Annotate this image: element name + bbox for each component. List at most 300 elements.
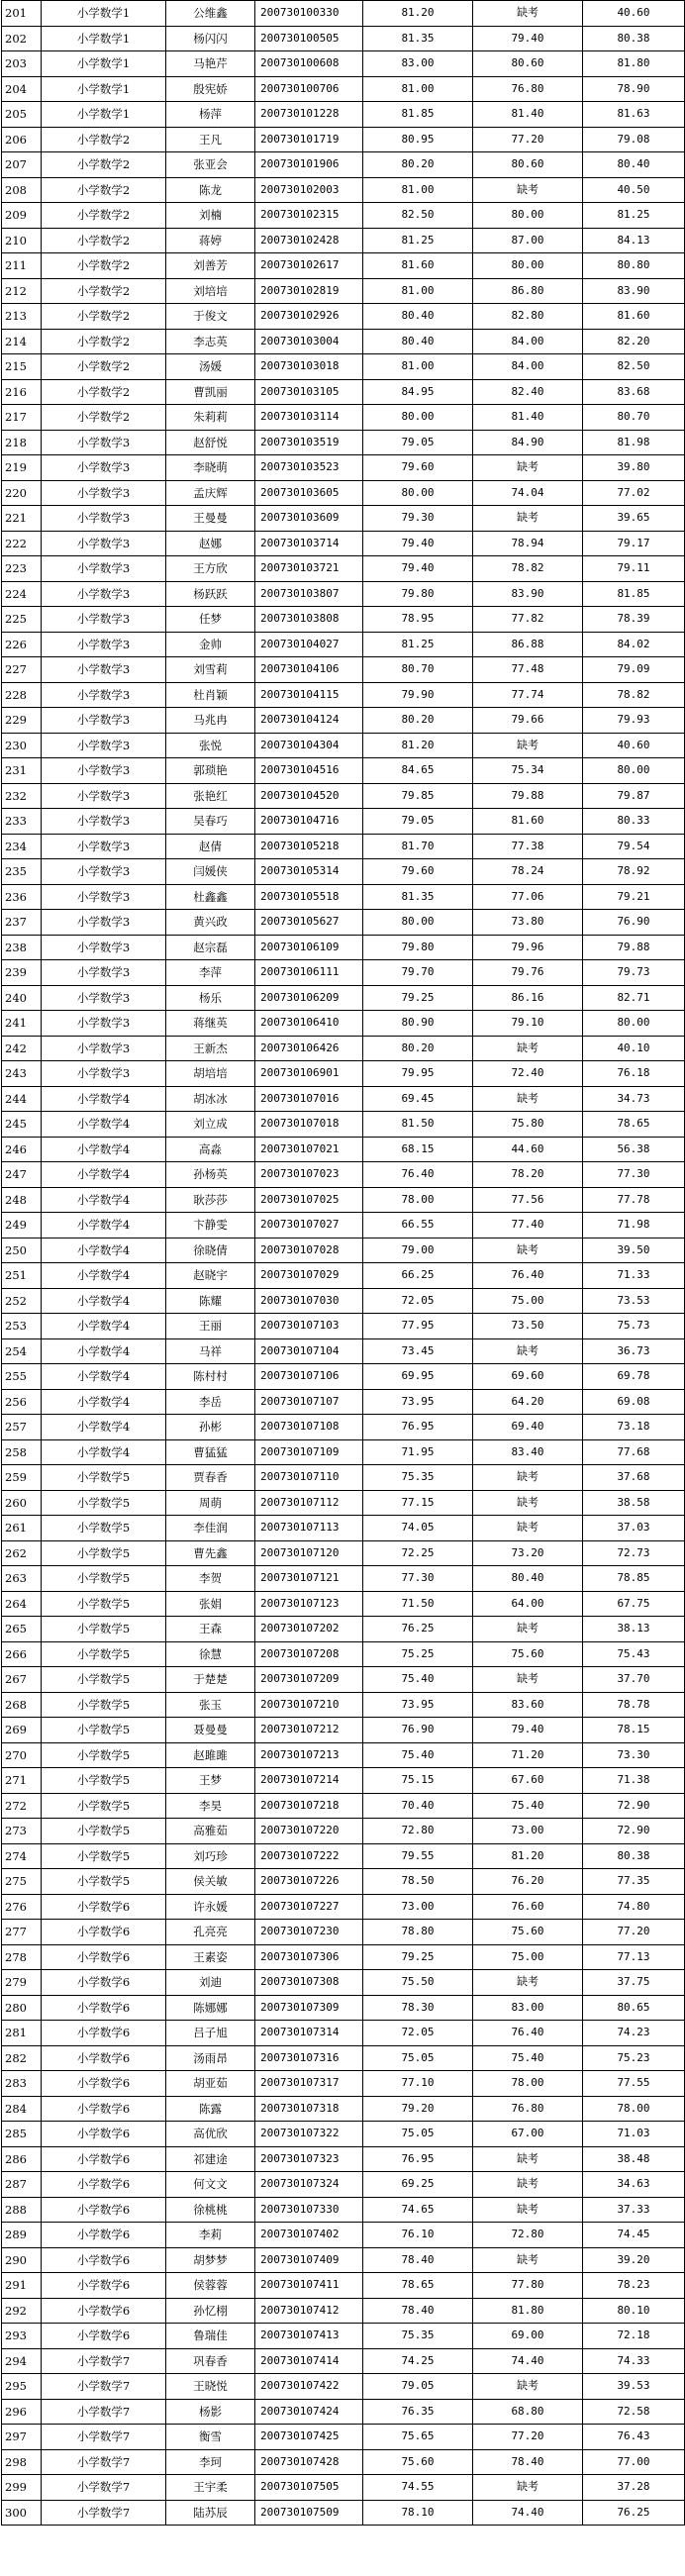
position-cell: 小学数学4 xyxy=(42,1162,166,1188)
interview-score-cell: 84.00 xyxy=(473,329,583,354)
interview-score-cell: 84.90 xyxy=(473,430,583,455)
row-number-cell: 292 xyxy=(2,2298,42,2324)
name-cell: 衡雪 xyxy=(166,2425,255,2450)
exam-id-cell: 200730103105 xyxy=(255,379,363,405)
exam-id-cell: 200730107505 xyxy=(255,2475,363,2501)
interview-score-cell: 75.40 xyxy=(473,1793,583,1819)
interview-score-cell: 缺考 xyxy=(473,1617,583,1642)
table-row xyxy=(2,2223,685,2248)
name-cell: 李岳 xyxy=(166,1389,255,1415)
total-score-cell: 84.13 xyxy=(583,228,685,253)
written-score-cell: 79.30 xyxy=(363,506,473,532)
row-number-cell: 283 xyxy=(2,2071,42,2097)
interview-score-cell: 73.50 xyxy=(473,1314,583,1339)
exam-id-cell: 200730107021 xyxy=(255,1137,363,1162)
written-score-cell: 72.25 xyxy=(363,1540,473,1566)
name-cell: 刘立成 xyxy=(166,1112,255,1138)
position-cell: 小学数学1 xyxy=(42,76,166,102)
table-row xyxy=(2,1617,685,1642)
written-score-cell: 81.25 xyxy=(363,228,473,253)
written-score-cell: 76.35 xyxy=(363,2399,473,2425)
table-row xyxy=(2,2425,685,2450)
interview-score-cell: 67.60 xyxy=(473,1768,583,1794)
total-score-cell: 34.73 xyxy=(583,1086,685,1112)
row-number-cell: 288 xyxy=(2,2197,42,2223)
total-score-cell: 37.28 xyxy=(583,2475,685,2501)
position-cell: 小学数学5 xyxy=(42,1540,166,1566)
position-cell: 小学数学6 xyxy=(42,2172,166,2198)
position-cell: 小学数学7 xyxy=(42,2425,166,2450)
position-cell: 小学数学3 xyxy=(42,556,166,582)
row-number-cell: 269 xyxy=(2,1718,42,1743)
position-cell: 小学数学3 xyxy=(42,960,166,986)
position-cell: 小学数学3 xyxy=(42,1061,166,1087)
row-number-cell: 249 xyxy=(2,1213,42,1238)
written-score-cell: 81.60 xyxy=(363,253,473,279)
position-cell: 小学数学2 xyxy=(42,203,166,229)
row-number-cell: 219 xyxy=(2,455,42,481)
interview-score-cell: 86.16 xyxy=(473,985,583,1011)
total-score-cell: 78.78 xyxy=(583,1692,685,1718)
written-score-cell: 79.00 xyxy=(363,1238,473,1263)
table-row xyxy=(2,581,685,607)
name-cell: 高优欣 xyxy=(166,2122,255,2147)
position-cell: 小学数学4 xyxy=(42,1263,166,1289)
exam-id-cell: 200730104115 xyxy=(255,682,363,708)
position-cell: 小学数学3 xyxy=(42,581,166,607)
interview-score-cell: 67.00 xyxy=(473,2122,583,2147)
written-score-cell: 69.45 xyxy=(363,1086,473,1112)
written-score-cell: 79.25 xyxy=(363,985,473,1011)
name-cell: 王素姿 xyxy=(166,1944,255,1970)
table-row xyxy=(2,2197,685,2223)
table-row xyxy=(2,758,685,784)
total-score-cell: 75.23 xyxy=(583,2045,685,2071)
name-cell: 李晓萌 xyxy=(166,455,255,481)
exam-id-cell: 200730103114 xyxy=(255,405,363,431)
name-cell: 任梦 xyxy=(166,607,255,633)
total-score-cell: 79.93 xyxy=(583,708,685,734)
name-cell: 侯关敏 xyxy=(166,1869,255,1895)
name-cell: 杜肖颖 xyxy=(166,682,255,708)
written-score-cell: 74.25 xyxy=(363,2348,473,2374)
row-number-cell: 208 xyxy=(2,177,42,203)
written-score-cell: 78.10 xyxy=(363,2500,473,2526)
exam-id-cell: 200730103808 xyxy=(255,607,363,633)
interview-score-cell: 82.80 xyxy=(473,304,583,330)
interview-score-cell: 76.80 xyxy=(473,76,583,102)
table-row xyxy=(2,1162,685,1188)
written-score-cell: 79.20 xyxy=(363,2096,473,2122)
table-row xyxy=(2,1112,685,1138)
exam-id-cell: 200730103605 xyxy=(255,480,363,506)
written-score-cell: 78.95 xyxy=(363,607,473,633)
interview-score-cell: 79.88 xyxy=(473,783,583,809)
row-number-cell: 245 xyxy=(2,1112,42,1138)
exam-id-cell: 200730104124 xyxy=(255,708,363,734)
name-cell: 金帅 xyxy=(166,632,255,657)
table-row xyxy=(2,733,685,758)
table-row xyxy=(2,2324,685,2349)
total-score-cell: 71.38 xyxy=(583,1768,685,1794)
position-cell: 小学数学4 xyxy=(42,1364,166,1390)
table-row xyxy=(2,1944,685,1970)
interview-score-cell: 75.60 xyxy=(473,1641,583,1667)
total-score-cell: 77.00 xyxy=(583,2449,685,2475)
interview-score-cell: 83.00 xyxy=(473,1995,583,2021)
exam-id-cell: 200730103519 xyxy=(255,430,363,455)
table-row xyxy=(2,1641,685,1667)
position-cell: 小学数学5 xyxy=(42,1819,166,1844)
total-score-cell: 80.10 xyxy=(583,2298,685,2324)
total-score-cell: 37.68 xyxy=(583,1465,685,1491)
name-cell: 殷宪娇 xyxy=(166,76,255,102)
interview-score-cell: 缺考 xyxy=(473,1490,583,1516)
total-score-cell: 77.20 xyxy=(583,1920,685,1945)
exam-id-cell: 200730107121 xyxy=(255,1566,363,1592)
table-row xyxy=(2,26,685,51)
name-cell: 周萌 xyxy=(166,1490,255,1516)
name-cell: 王凡 xyxy=(166,127,255,152)
table-row xyxy=(2,1970,685,1996)
total-score-cell: 73.18 xyxy=(583,1415,685,1440)
written-score-cell: 79.95 xyxy=(363,1061,473,1087)
name-cell: 曹猛猛 xyxy=(166,1439,255,1465)
interview-score-cell: 77.38 xyxy=(473,834,583,859)
row-number-cell: 265 xyxy=(2,1617,42,1642)
table-row xyxy=(2,1995,685,2021)
table-row xyxy=(2,607,685,633)
exam-id-cell: 200730107330 xyxy=(255,2197,363,2223)
written-score-cell: 78.30 xyxy=(363,1995,473,2021)
table-row xyxy=(2,177,685,203)
total-score-cell: 79.88 xyxy=(583,935,685,960)
name-cell: 卞静雯 xyxy=(166,1213,255,1238)
table-row xyxy=(2,2096,685,2122)
interview-score-cell: 78.24 xyxy=(473,859,583,885)
total-score-cell: 81.63 xyxy=(583,102,685,128)
table-row xyxy=(2,632,685,657)
table-row xyxy=(2,834,685,859)
table-row xyxy=(2,910,685,936)
row-number-cell: 229 xyxy=(2,708,42,734)
table-row xyxy=(2,278,685,304)
table-row xyxy=(2,2071,685,2097)
position-cell: 小学数学3 xyxy=(42,682,166,708)
interview-score-cell: 76.20 xyxy=(473,1869,583,1895)
interview-score-cell: 83.40 xyxy=(473,1439,583,1465)
exam-id-cell: 200730107422 xyxy=(255,2374,363,2400)
total-score-cell: 38.58 xyxy=(583,1490,685,1516)
total-score-cell: 37.03 xyxy=(583,1516,685,1541)
position-cell: 小学数学2 xyxy=(42,127,166,152)
written-score-cell: 75.65 xyxy=(363,2425,473,2450)
interview-score-cell: 79.76 xyxy=(473,960,583,986)
total-score-cell: 78.39 xyxy=(583,607,685,633)
position-cell: 小学数学6 xyxy=(42,2045,166,2071)
position-cell: 小学数学4 xyxy=(42,1238,166,1263)
name-cell: 陈耀 xyxy=(166,1288,255,1314)
interview-score-cell: 79.96 xyxy=(473,935,583,960)
table-row xyxy=(2,51,685,77)
total-score-cell: 39.20 xyxy=(583,2247,685,2273)
interview-score-cell: 缺考 xyxy=(473,506,583,532)
position-cell: 小学数学7 xyxy=(42,2374,166,2400)
interview-score-cell: 44.60 xyxy=(473,1137,583,1162)
total-score-cell: 78.85 xyxy=(583,1566,685,1592)
total-score-cell: 77.78 xyxy=(583,1187,685,1213)
written-score-cell: 80.00 xyxy=(363,405,473,431)
position-cell: 小学数学5 xyxy=(42,1843,166,1869)
name-cell: 孟庆辉 xyxy=(166,480,255,506)
table-row xyxy=(2,354,685,380)
total-score-cell: 76.25 xyxy=(583,2500,685,2526)
exam-id-cell: 200730100330 xyxy=(255,1,363,27)
exam-id-cell: 200730107226 xyxy=(255,1869,363,1895)
total-score-cell: 36.73 xyxy=(583,1338,685,1364)
exam-id-cell: 200730106410 xyxy=(255,1011,363,1037)
total-score-cell: 78.23 xyxy=(583,2273,685,2299)
row-number-cell: 293 xyxy=(2,2324,42,2349)
total-score-cell: 73.30 xyxy=(583,1742,685,1768)
position-cell: 小学数学6 xyxy=(42,2197,166,2223)
written-score-cell: 77.30 xyxy=(363,1566,473,1592)
total-score-cell: 38.13 xyxy=(583,1617,685,1642)
written-score-cell: 79.85 xyxy=(363,783,473,809)
table-row xyxy=(2,430,685,455)
written-score-cell: 81.35 xyxy=(363,884,473,910)
row-number-cell: 295 xyxy=(2,2374,42,2400)
total-score-cell: 76.43 xyxy=(583,2425,685,2450)
row-number-cell: 222 xyxy=(2,531,42,556)
exam-id-cell: 200730107306 xyxy=(255,1944,363,1970)
interview-score-cell: 73.20 xyxy=(473,1540,583,1566)
position-cell: 小学数学3 xyxy=(42,430,166,455)
exam-id-cell: 200730107023 xyxy=(255,1162,363,1188)
name-cell: 汤媛 xyxy=(166,354,255,380)
table-row xyxy=(2,1137,685,1162)
exam-id-cell: 200730104516 xyxy=(255,758,363,784)
name-cell: 高淼 xyxy=(166,1137,255,1162)
exam-id-cell: 200730102428 xyxy=(255,228,363,253)
name-cell: 胡冰冰 xyxy=(166,1086,255,1112)
interview-score-cell: 75.34 xyxy=(473,758,583,784)
written-score-cell: 69.25 xyxy=(363,2172,473,2198)
name-cell: 赵娜 xyxy=(166,531,255,556)
table-row xyxy=(2,1894,685,1920)
name-cell: 王宇柔 xyxy=(166,2475,255,2501)
exam-id-cell: 200730107509 xyxy=(255,2500,363,2526)
table-row xyxy=(2,2021,685,2046)
exam-id-cell: 200730107025 xyxy=(255,1187,363,1213)
row-number-cell: 237 xyxy=(2,910,42,936)
exam-id-cell: 200730103523 xyxy=(255,455,363,481)
name-cell: 徐晓倩 xyxy=(166,1238,255,1263)
exam-id-cell: 200730107123 xyxy=(255,1591,363,1617)
name-cell: 王新杰 xyxy=(166,1036,255,1061)
written-score-cell: 77.10 xyxy=(363,2071,473,2097)
written-score-cell: 75.35 xyxy=(363,2324,473,2349)
table-row xyxy=(2,556,685,582)
total-score-cell: 72.58 xyxy=(583,2399,685,2425)
written-score-cell: 80.20 xyxy=(363,152,473,178)
name-cell: 曹凯丽 xyxy=(166,379,255,405)
table-row xyxy=(2,1718,685,1743)
interview-score-cell: 缺考 xyxy=(473,1338,583,1364)
name-cell: 于俊文 xyxy=(166,304,255,330)
written-score-cell: 77.15 xyxy=(363,1490,473,1516)
written-score-cell: 79.05 xyxy=(363,430,473,455)
row-number-cell: 259 xyxy=(2,1465,42,1491)
position-cell: 小学数学4 xyxy=(42,1288,166,1314)
total-score-cell: 79.17 xyxy=(583,531,685,556)
name-cell: 刘迪 xyxy=(166,1970,255,1996)
written-score-cell: 78.00 xyxy=(363,1187,473,1213)
written-score-cell: 73.00 xyxy=(363,1894,473,1920)
total-score-cell: 40.60 xyxy=(583,1,685,27)
interview-score-cell: 81.40 xyxy=(473,102,583,128)
row-number-cell: 217 xyxy=(2,405,42,431)
position-cell: 小学数学5 xyxy=(42,1768,166,1794)
row-number-cell: 270 xyxy=(2,1742,42,1768)
interview-score-cell: 83.60 xyxy=(473,1692,583,1718)
row-number-cell: 268 xyxy=(2,1692,42,1718)
interview-score-cell: 74.04 xyxy=(473,480,583,506)
written-score-cell: 70.40 xyxy=(363,1793,473,1819)
row-number-cell: 281 xyxy=(2,2021,42,2046)
position-cell: 小学数学6 xyxy=(42,2021,166,2046)
exam-id-cell: 200730107028 xyxy=(255,1238,363,1263)
row-number-cell: 236 xyxy=(2,884,42,910)
row-number-cell: 243 xyxy=(2,1061,42,1087)
row-number-cell: 202 xyxy=(2,26,42,51)
interview-score-cell: 缺考 xyxy=(473,1036,583,1061)
table-row xyxy=(2,1263,685,1289)
interview-score-cell: 69.60 xyxy=(473,1364,583,1390)
position-cell: 小学数学1 xyxy=(42,102,166,128)
exam-id-cell: 200730103714 xyxy=(255,531,363,556)
exam-id-cell: 200730106109 xyxy=(255,935,363,960)
position-cell: 小学数学5 xyxy=(42,1667,166,1693)
name-cell: 王曼曼 xyxy=(166,506,255,532)
interview-score-cell: 77.20 xyxy=(473,127,583,152)
table-row xyxy=(2,1288,685,1314)
exam-id-cell: 200730104520 xyxy=(255,783,363,809)
total-score-cell: 39.53 xyxy=(583,2374,685,2400)
interview-score-cell: 79.66 xyxy=(473,708,583,734)
written-score-cell: 77.95 xyxy=(363,1314,473,1339)
exam-id-cell: 200730107106 xyxy=(255,1364,363,1390)
table-row xyxy=(2,859,685,885)
total-score-cell: 38.48 xyxy=(583,2146,685,2172)
interview-score-cell: 77.40 xyxy=(473,1213,583,1238)
written-score-cell: 80.00 xyxy=(363,480,473,506)
position-cell: 小学数学2 xyxy=(42,405,166,431)
name-cell: 吕子旭 xyxy=(166,2021,255,2046)
interview-score-cell: 缺考 xyxy=(473,455,583,481)
row-number-cell: 254 xyxy=(2,1338,42,1364)
name-cell: 孙彬 xyxy=(166,1415,255,1440)
position-cell: 小学数学6 xyxy=(42,1970,166,1996)
row-number-cell: 294 xyxy=(2,2348,42,2374)
position-cell: 小学数学2 xyxy=(42,354,166,380)
row-number-cell: 247 xyxy=(2,1162,42,1188)
name-cell: 胡梦梦 xyxy=(166,2247,255,2273)
table-row xyxy=(2,1187,685,1213)
written-score-cell: 79.80 xyxy=(363,935,473,960)
table-row xyxy=(2,1036,685,1061)
row-number-cell: 212 xyxy=(2,278,42,304)
interview-score-cell: 79.40 xyxy=(473,1718,583,1743)
table-row xyxy=(2,1768,685,1794)
row-number-cell: 300 xyxy=(2,2500,42,2526)
written-score-cell: 81.35 xyxy=(363,26,473,51)
exam-id-cell: 200730107317 xyxy=(255,2071,363,2097)
row-number-cell: 280 xyxy=(2,1995,42,2021)
written-score-cell: 76.40 xyxy=(363,1162,473,1188)
row-number-cell: 246 xyxy=(2,1137,42,1162)
name-cell: 吴春巧 xyxy=(166,809,255,835)
table-row xyxy=(2,1591,685,1617)
interview-score-cell: 缺考 xyxy=(473,177,583,203)
interview-score-cell: 缺考 xyxy=(473,733,583,758)
exam-id-cell: 200730104106 xyxy=(255,657,363,683)
interview-score-cell: 缺考 xyxy=(473,2197,583,2223)
written-score-cell: 79.55 xyxy=(363,1843,473,1869)
name-cell: 何文文 xyxy=(166,2172,255,2198)
row-number-cell: 205 xyxy=(2,102,42,128)
written-score-cell: 84.95 xyxy=(363,379,473,405)
exam-id-cell: 200730107222 xyxy=(255,1843,363,1869)
position-cell: 小学数学6 xyxy=(42,2298,166,2324)
exam-id-cell: 200730107113 xyxy=(255,1516,363,1541)
row-number-cell: 277 xyxy=(2,1920,42,1945)
written-score-cell: 73.95 xyxy=(363,1692,473,1718)
total-score-cell: 79.09 xyxy=(583,657,685,683)
exam-id-cell: 200730105518 xyxy=(255,884,363,910)
total-score-cell: 84.02 xyxy=(583,632,685,657)
written-score-cell: 80.70 xyxy=(363,657,473,683)
position-cell: 小学数学6 xyxy=(42,2223,166,2248)
name-cell: 王晓悦 xyxy=(166,2374,255,2400)
table-row xyxy=(2,1465,685,1491)
table-row xyxy=(2,1742,685,1768)
interview-score-cell: 77.48 xyxy=(473,657,583,683)
written-score-cell: 82.50 xyxy=(363,203,473,229)
row-number-cell: 299 xyxy=(2,2475,42,2501)
table-row xyxy=(2,1819,685,1844)
interview-score-cell: 77.74 xyxy=(473,682,583,708)
position-cell: 小学数学4 xyxy=(42,1415,166,1440)
name-cell: 巩春香 xyxy=(166,2348,255,2374)
written-score-cell: 76.95 xyxy=(363,2146,473,2172)
row-number-cell: 282 xyxy=(2,2045,42,2071)
table-row xyxy=(2,783,685,809)
exam-id-cell: 200730107428 xyxy=(255,2449,363,2475)
table-row xyxy=(2,1314,685,1339)
interview-score-cell: 81.80 xyxy=(473,2298,583,2324)
row-number-cell: 223 xyxy=(2,556,42,582)
position-cell: 小学数学4 xyxy=(42,1213,166,1238)
position-cell: 小学数学6 xyxy=(42,2071,166,2097)
exam-id-cell: 200730107230 xyxy=(255,1920,363,1945)
interview-score-cell: 80.60 xyxy=(473,152,583,178)
exam-id-cell: 200730107424 xyxy=(255,2399,363,2425)
name-cell: 陈露 xyxy=(166,2096,255,2122)
written-score-cell: 84.65 xyxy=(363,758,473,784)
interview-score-cell: 78.00 xyxy=(473,2071,583,2097)
row-number-cell: 258 xyxy=(2,1439,42,1465)
